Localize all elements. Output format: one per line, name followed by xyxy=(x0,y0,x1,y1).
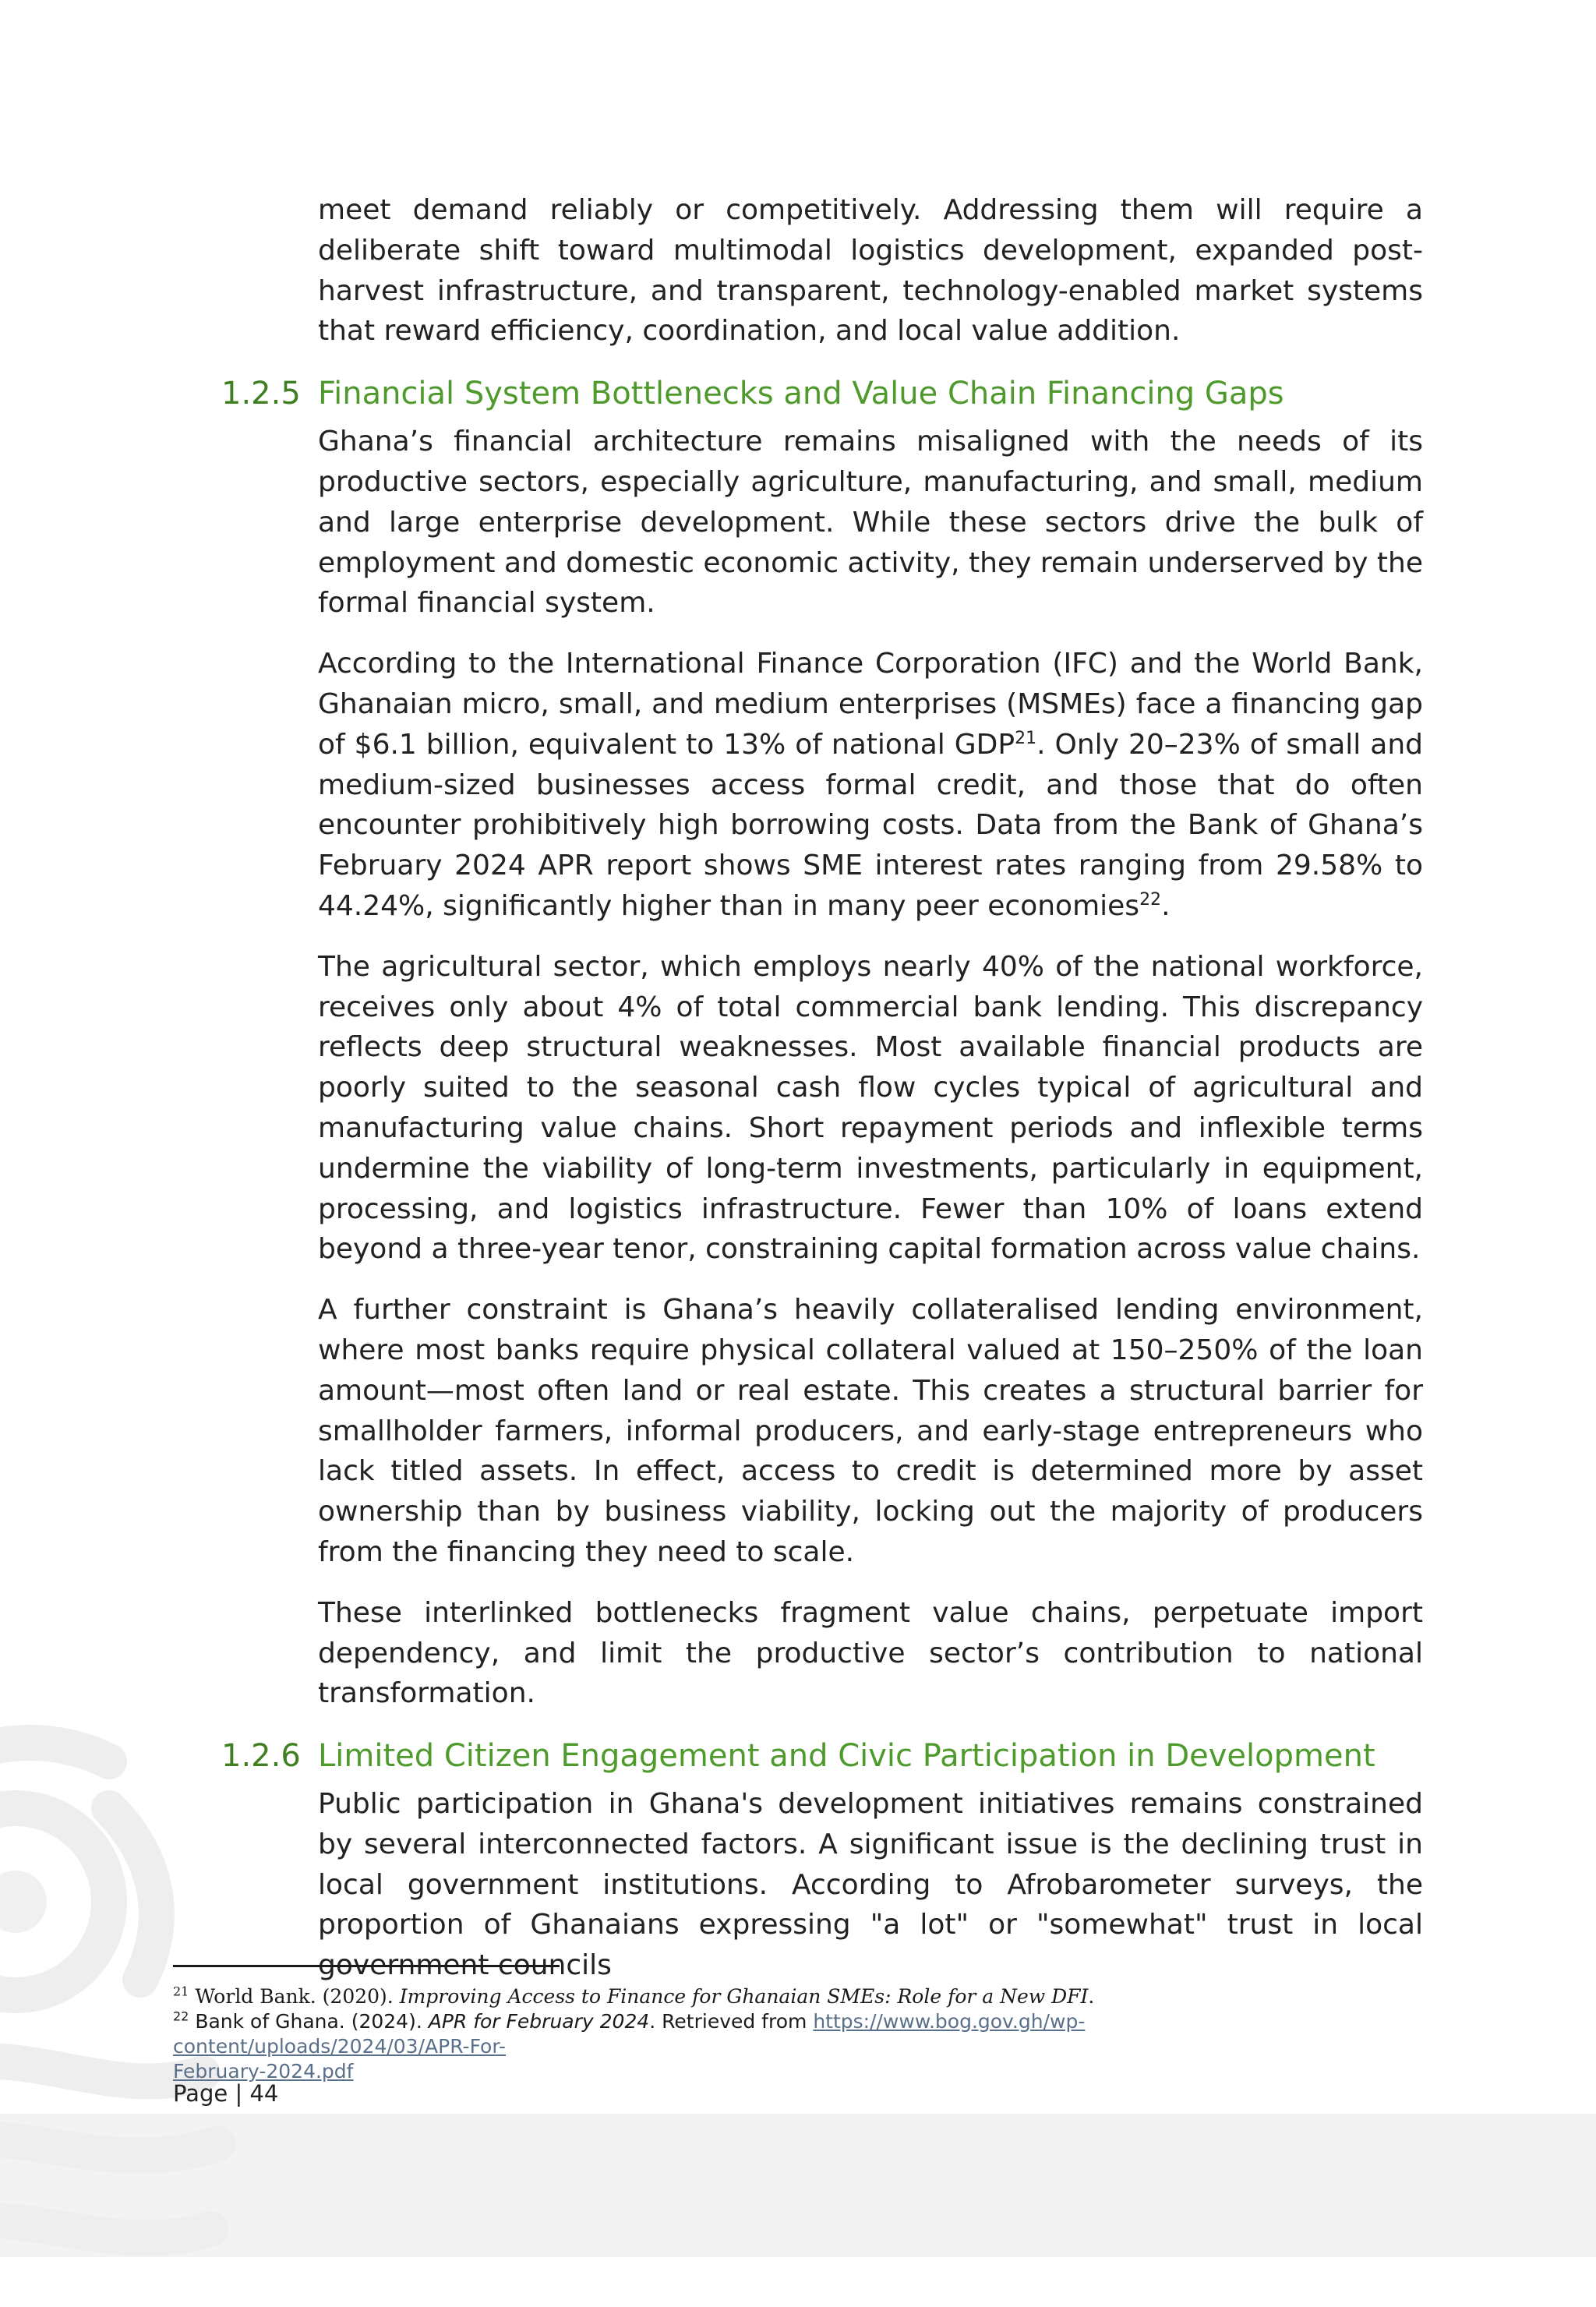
paragraph-text: According to the International Finance Corporation (IFC) and the World Bank, Ghanaian micro, small, and medium enterprises (MSMEs) face a financing gap of $6.1 billion, equivalent to 13% of national GDP xyxy=(318,648,1423,761)
footnote-text: . Retrieved from xyxy=(649,2010,814,2033)
section-heading-1-2-6 xyxy=(221,1734,1423,1778)
page-label: Page xyxy=(173,2080,228,2107)
paragraph-text: . Only 20–23% of small and medium-sized businesses access formal credit, and those that do often encounter prohibitively high borrowing costs. Data from the Bank of Ghana’s February 2024 APR report shows SME interest rates ranging from 29.58% to 44.24%, significantly higher than in many peer economies xyxy=(318,728,1423,922)
footnote-text: Bank of Ghana. (2024). xyxy=(195,2010,429,2033)
paragraph-intro-continued: meet demand reliably or competitively. Addressing them will require a deliberate shift toward multimodal logistics development, expanded post-harvest infrastructure, and transparent, technology-enabled market systems that reward efficiency, coordination, and local value addition. xyxy=(318,194,1423,348)
footnote-title: Improving Access to Finance for Ghanaian SMEs: Role for a New DFI xyxy=(399,1985,1089,2008)
footnote-22 xyxy=(173,2009,1358,2084)
footnote-21 xyxy=(173,1984,1358,2009)
footnote-ref-22[interactable]: 22 xyxy=(1139,889,1162,910)
paragraph-text: . xyxy=(1161,889,1171,922)
paragraph-financial-architecture: Ghana’s financial architecture remains misaligned with the needs of its productive sectors, especially agriculture, manufacturing, and small, medium and large enterprise development. While these sectors drive the bulk of employment and domestic economic activity, they remain underserved by the formal financial system. xyxy=(318,426,1424,620)
footnote-text: . xyxy=(1088,1985,1095,2008)
footnote-text: World Bank. (2020). xyxy=(195,1985,400,2008)
footnote-separator xyxy=(173,1965,560,1967)
footnote-mark: 21 xyxy=(173,1984,189,1999)
footnote-ref-21[interactable]: 21 xyxy=(1015,728,1037,748)
footnote-link-continued[interactable]: February-2024.pdf xyxy=(173,2060,354,2083)
paragraph-public-participation: Public participation in Ghana's development initiatives remains constrained by several interconnected factors. A significant issue is the declining trust in local government institutions. According to Afrobarometer surveys, the proportion of Ghanaians expressing "a lot" or "somewhat" trust in local government councils xyxy=(318,1788,1423,1982)
section-number: 1.2.6 xyxy=(221,1738,301,1775)
footnote-title: APR for February 2024 xyxy=(428,2010,650,2033)
section-heading-1-2-5 xyxy=(221,372,1423,415)
page-separator: | xyxy=(235,2080,243,2107)
footnote-mark: 22 xyxy=(173,2008,189,2024)
page-number-value: 44 xyxy=(249,2080,279,2107)
section-title: Financial System Bottlenecks and Value Chain Financing Gaps xyxy=(318,376,1284,412)
paragraph-collateral-constraint: A further constraint is Ghana’s heavily collateralised lending environment, where most banks require physical collateral valued at 150–250% of the loan amount—most often land or real estate. This creates a structural barrier for smallholder farmers, informal producers, and early-stage entrepreneurs who lack titled assets. In effect, access to credit is determined more by asset ownership than by business viability, locking out the majority of producers from the financing they need to scale. xyxy=(318,1294,1423,1568)
footnotes xyxy=(173,1984,1358,2084)
footnote-link[interactable]: https://www.bog.gov.gh/wp-content/uploads/2024/03/APR-For- xyxy=(173,2010,1086,2058)
paragraph-agricultural-lending: The agricultural sector, which employs nearly 40% of the national workforce, receives only about 4% of total commercial bank lending. This discrepancy reflects deep structural weaknesses. Most available financial products are poorly suited to the seasonal cash flow cycles typical of agricultural and manufacturing value chains. Short repayment periods and inflexible terms undermine the viability of long-term investments, particularly in equipment, processing, and logistics infrastructure. Fewer than 10% of loans extend beyond a three-year tenor, constraining capital formation across value chains. xyxy=(318,950,1423,1266)
section-title: Limited Citizen Engagement and Civic Participation in Development xyxy=(318,1738,1375,1775)
paragraph-interlinked-bottlenecks: These interlinked bottlenecks fragment value chains, perpetuate import dependency, and limit the productive sector’s contribution to national transformation. xyxy=(318,1596,1423,1710)
page-number xyxy=(173,2078,278,2109)
paragraph-msme-financing-gap xyxy=(318,644,1423,927)
section-number: 1.2.5 xyxy=(221,376,301,412)
